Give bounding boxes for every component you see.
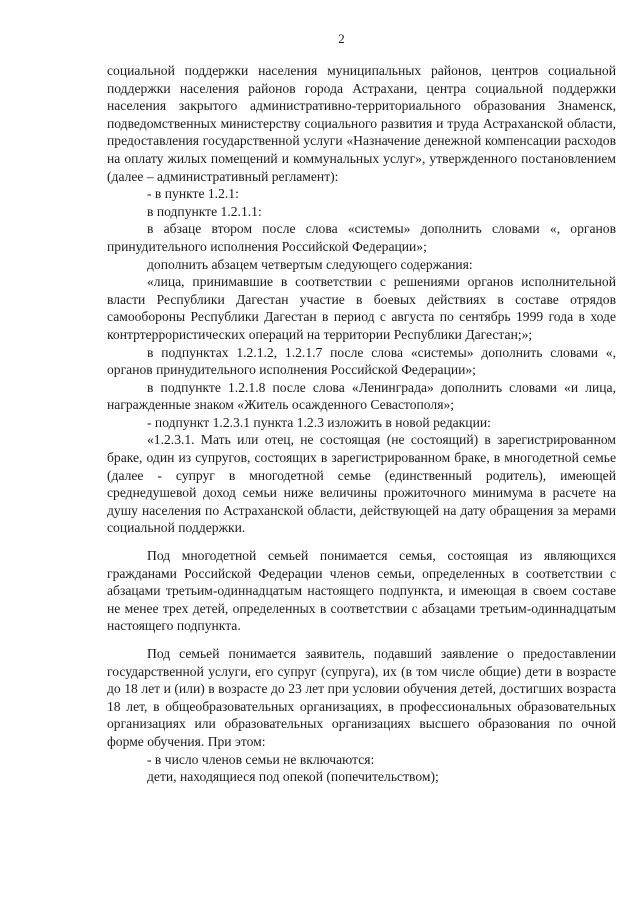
paragraph-subclauses-1-2-1-2-and-1-2-1-7: в подпунктах 1.2.1.2, 1.2.1.7 после слова «системы» дополнить словами «, органов принудительного исполнения Российской Федерации»;	[107, 344, 616, 378]
paragraph-children-under-guardianship: дети, находящиеся под опекой (попечительством);	[147, 769, 439, 785]
page-number: 2	[338, 31, 345, 46]
paragraph-add-fourth-abzac: дополнить абзацем четвертым следующего содержания:	[147, 256, 473, 272]
paragraph-subclause-1-2-3-1-new-edition: - подпункт 1.2.3.1 пункта 1.2.3 изложить в новой редакции:	[147, 414, 491, 430]
paragraph-clause-1-2-1: - в пункте 1.2.1:	[147, 186, 239, 202]
paragraph-not-included-members: - в число членов семьи не включаются:	[147, 751, 375, 767]
paragraph-1-2-3-1-text: «1.2.3.1. Мать или отец, не состоящая (не состоящий) в зарегистрированном браке, один из супругов, состоящих в зарегистрированном браке, в многодетной семье (далее - супруг в многодетной семье (единственный родитель), имеющей среднедушевой доход семьи ниже величины прожиточного минимума в расчете на душу населения по Астраханской области, действующей на дату обращения за мерами социальной поддержки.	[107, 432, 616, 536]
paragraph-subclause-1-2-1-8: в подпункте 1.2.1.8 после слова «Ленинграда» дополнить словами «и лица, награжденные знаком «Житель осажденного Севастополя»;	[107, 379, 616, 413]
paragraph-family-definition: Под семьей понимается заявитель, подавший заявление о предоставлении государственной услуги, его супруг (супруга), их (в том числе общие) дети в возрасте до 18 лет и (или) в возрасте до 23 лет при условии обучения детей, достигших возраста 18 лет, в общеобразовательных организациях, в профессиональных образовательных организациях или образовательных организациях высшего образования по очной форме обучения. При этом:	[107, 646, 616, 749]
paragraph-large-family-definition: Под многодетной семьей понимается семья, состоящая из являющихся гражданами Российской Федерации членов семьи, определенных в соответствии с абзацами третьим-одиннадцатым настоящего подпункта, и имеющая в своем составе не менее трех детей, определенных в соответствии с абзацами третьим-одиннадцатым настоящего подпункта.	[107, 548, 616, 634]
paragraph-amend-second-abzac: в абзаце втором после слова «системы» дополнить словами «, органов принудительного исполнения Российской Федерации»;	[107, 221, 616, 254]
paragraph-dagestan-quote: «лица, принимавшие в соответствии с решениями органов исполнительной власти Республики Дагестан участие в боевых действиях в составе отрядов самообороны Республики Дагестан в период с августа по сентябрь 1999 года в ходе контртеррористических операций на территории Республики Дагестан;»;	[107, 274, 616, 342]
paragraph-subclause-1-2-1-1: в подпункте 1.2.1.1:	[147, 203, 262, 219]
paragraph-regulation-context: социальной поддержки населения муниципальных районов, центров социальной поддержки населения районов города Астрахани, центра социальной поддержки населения закрытого административно-территориального образования Знаменск, подведомственных министерству социального развития и труда Астраханской области, предоставления государственной услуги «Назначение денежной компенсации расходов на оплату жилых помещений и коммунальных услуг», утвержденного постановлением (далее – административный регламент):	[107, 63, 616, 184]
